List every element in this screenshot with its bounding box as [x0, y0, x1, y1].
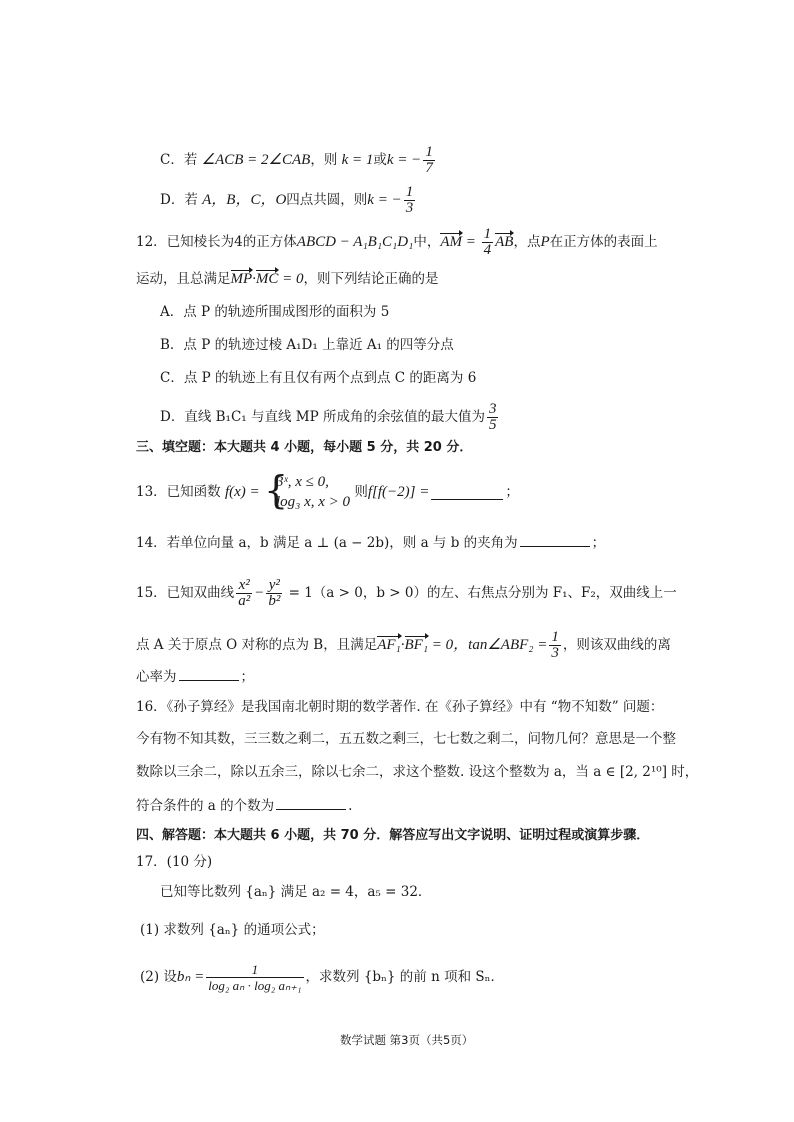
text: = 0，tan∠ABF₂ =	[428, 637, 548, 653]
option-label: D．若	[160, 192, 198, 208]
text: ；	[591, 535, 606, 551]
text: 则	[354, 484, 368, 500]
q11-option-d	[160, 185, 417, 216]
bn-expression: bₙ =	[176, 969, 205, 985]
k-value: k = −	[386, 152, 422, 168]
text: 心率为	[136, 669, 177, 685]
angle-expression: ∠ACB = 2∠CAB	[201, 152, 311, 168]
vector-ab: AB	[495, 234, 514, 250]
answer-blank	[276, 795, 346, 810]
denominator: 7	[425, 160, 433, 176]
q15-line2: 点 A 关于原点 O 对称的点为 B，且满足AF₁·BF₁ = 0，tan∠ABF₂ = $\frac{1}{3}$ ，则该双曲线的离	[136, 629, 671, 661]
numerator: 1	[206, 962, 303, 978]
vector-af1: AF₁	[377, 637, 401, 653]
denominator: a²	[238, 593, 251, 609]
point-p: P	[540, 234, 550, 250]
vector-mc: MC	[255, 271, 279, 287]
text: 符合条件的 a 的个数为	[136, 798, 275, 814]
q17-stem: 已知等比数列 {aₙ} 满足 a₂ = 4，a₅ = 32．	[160, 884, 432, 900]
denominator: 3	[551, 645, 559, 661]
q14	[136, 532, 605, 553]
points: A，B，C，O	[202, 192, 287, 208]
fraction-y	[266, 578, 282, 609]
q17-header: 17．(10 分)	[136, 854, 213, 870]
page-footer: 数学试题 第3页（共5页）	[340, 1033, 474, 1047]
dot: ·	[252, 271, 256, 287]
q16-line3: 数除以三余二，除以五余三，除以七余二，求这个整数. 设这个整数为 a，当 a ∈ [2, 2¹⁰] 时，	[136, 764, 699, 780]
k-value: k = −	[367, 192, 402, 208]
case-1: { 3ˣ, x ≤ 0,	[275, 474, 329, 490]
q11-option-c	[160, 145, 437, 176]
numerator: 1	[425, 144, 433, 160]
fraction	[404, 185, 416, 216]
answer-blank	[179, 666, 239, 681]
k-value: k = 1	[341, 152, 374, 168]
text: 四点共圆，则	[286, 192, 368, 208]
piecewise-function	[264, 472, 350, 512]
section-4-heading: 四、解答题：本大题共 6 小题，共 70 分．解答应写出文字说明、证明过程或演算步骤．	[136, 828, 650, 843]
q12-stem-line1	[136, 227, 658, 258]
text: (2) 设	[140, 969, 177, 985]
text: ，点	[513, 234, 541, 250]
equals: =	[462, 234, 480, 250]
q16-line1: 16．《孙子算经》是我国南北朝时期的数学著作. 在《孙子算经》中有 “物不知数” 问题：	[136, 699, 664, 715]
text: ，则	[310, 152, 338, 168]
answer-blank	[431, 485, 503, 500]
vector-bf1: BF₁	[404, 637, 429, 653]
q13	[136, 472, 519, 512]
q12-option-c: C．点 P 的轨迹上有且仅有两个点到点 C 的距离为 6	[160, 370, 477, 386]
denominator: 4	[483, 242, 492, 258]
minus: −	[254, 585, 265, 601]
text: 点 A 关于原点 O 对称的点为 B，且满足	[136, 637, 378, 653]
fraction	[423, 145, 435, 176]
function-name: f(x) =	[224, 484, 260, 500]
text: D．直线 B₁C₁ 与直线 MP 所成角的余弦值的最大值为	[160, 409, 485, 425]
answer-blank	[520, 532, 590, 547]
text: ；	[240, 669, 254, 685]
fraction	[206, 962, 303, 993]
q12-option-b: B．点 P 的轨迹过棱 A₁D₁ 上靠近 A₁ 的四等分点	[160, 337, 454, 353]
q15-line1	[136, 578, 677, 609]
fraction	[482, 227, 494, 258]
denominator: log₂ aₙ · log₂ aₙ₊₁	[208, 978, 302, 993]
numerator: 3	[488, 401, 497, 417]
vector-am: AM	[440, 234, 462, 250]
numerator: 1	[483, 226, 492, 242]
option-label: C．若	[160, 152, 198, 168]
text: ，求数列 {bₙ} 的前 n 项和 Sₙ．	[305, 969, 504, 985]
denominator: 5	[488, 417, 497, 433]
text: = 1（a > 0，b > 0）的左、右焦点分别为 F₁、F₂，双曲线上一	[284, 585, 677, 601]
case-2: log₃ x, x > 0	[275, 494, 351, 510]
denominator: b²	[268, 593, 281, 609]
fraction	[487, 402, 499, 433]
fraction-x	[236, 578, 252, 609]
text: 15．已知双曲线	[136, 585, 235, 601]
text: 13．已知函数	[136, 484, 221, 500]
numerator: x²	[236, 578, 252, 594]
text: ；	[505, 484, 519, 500]
q12-option-a: A．点 P 的轨迹所围成图形的面积为 5	[160, 304, 390, 320]
section-3-heading: 三、填空题：本大题共 4 小题，每小题 5 分，共 20 分．	[136, 440, 473, 455]
text: 14．若单位向量 a，b 满足 a ⊥ (a − 2b)，则 a 与 b 的夹角为	[136, 535, 518, 551]
q17-part1: (1) 求数列 {aₙ} 的通项公式；	[140, 922, 325, 938]
text: .	[348, 798, 353, 814]
q12-option-d	[160, 402, 500, 433]
q17-part2	[140, 962, 504, 993]
vector-mp: MP	[230, 271, 253, 287]
fraction	[549, 630, 561, 661]
cube-name: ABCD − A₁B₁C₁D₁	[296, 234, 414, 250]
text: ，则该双曲线的离	[562, 637, 671, 653]
denominator: 3	[405, 200, 414, 216]
equals-zero: = 0	[278, 271, 304, 287]
numerator: y²	[266, 578, 282, 594]
text: 运动，且总满足	[136, 271, 231, 287]
q16-line4	[136, 795, 352, 816]
text: 或	[373, 152, 387, 168]
q15-line3	[136, 666, 254, 687]
q12-stem-line2	[136, 269, 439, 289]
text: 在正方体的表面上	[549, 234, 658, 250]
numerator: 1	[405, 184, 414, 200]
text: 12．已知棱长为4的正方体	[136, 234, 297, 250]
numerator: 1	[551, 629, 559, 645]
q16-line2: 今有物不知其数，三三数之剩二，五五数之剩三，七七数之剩二，问物几何？意思是一个整	[136, 731, 676, 747]
composite-expression: f[f(−2)] =	[367, 484, 430, 500]
text: 中，	[413, 234, 441, 250]
text: ，则下列结论正确的是	[303, 271, 439, 287]
